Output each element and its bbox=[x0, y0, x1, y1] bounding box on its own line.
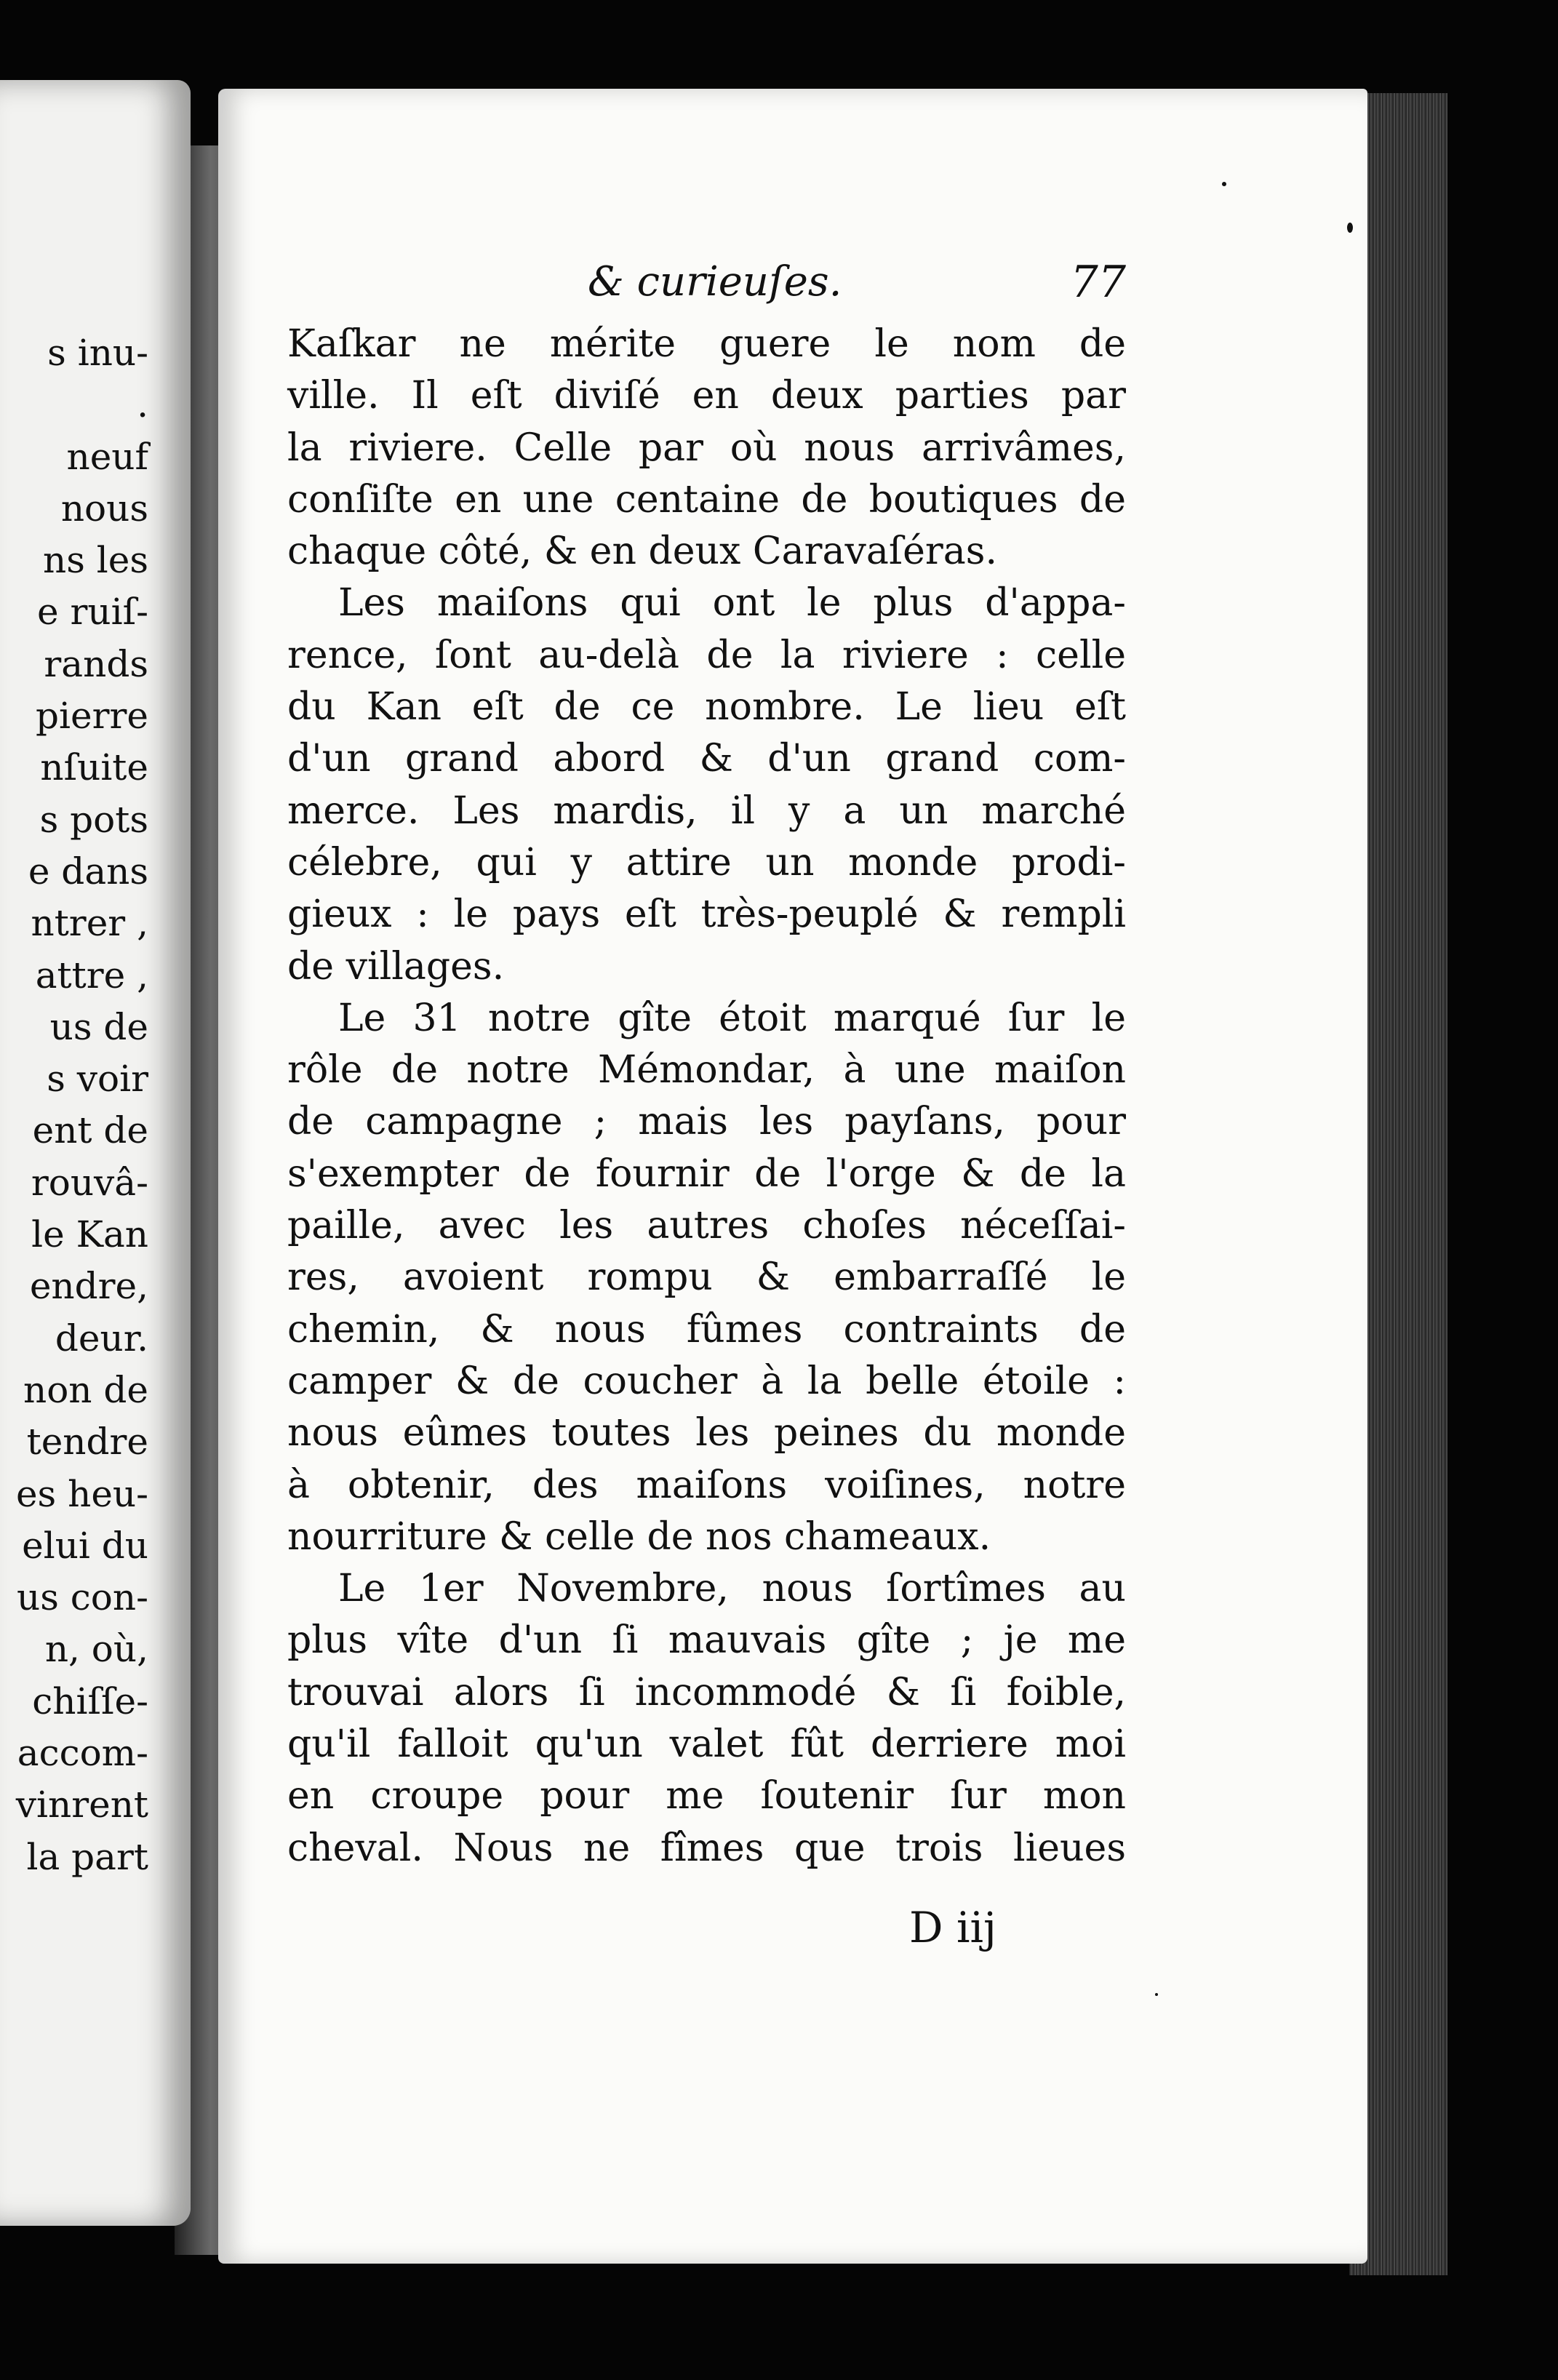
left-page-line: neuf bbox=[66, 435, 148, 478]
text-line: de campagne ; mais les payſans, pour bbox=[287, 1100, 1126, 1144]
ink-speck bbox=[1347, 223, 1353, 233]
left-page-line: ntrer , bbox=[31, 902, 148, 945]
text-line: la riviere. Celle par où nous arrivâmes, bbox=[287, 426, 1126, 470]
left-page-line: s voir bbox=[47, 1058, 148, 1101]
text-line: res, avoient rompu & embarraſſé le bbox=[287, 1255, 1126, 1300]
text-line: à obtenir, des maiſons voiſines, notre bbox=[287, 1463, 1126, 1507]
text-line: qu'il falloit qu'un valet fût derriere moi bbox=[287, 1722, 1126, 1767]
left-page-line: la part bbox=[26, 1835, 148, 1878]
left-page-line: es heu- bbox=[15, 1472, 148, 1515]
ink-speck bbox=[1222, 182, 1226, 186]
text-line: gieux : le pays eſt très-peuplé & rempli bbox=[287, 892, 1126, 937]
left-page-line: n, où, bbox=[44, 1628, 148, 1671]
left-page-line: rouvâ- bbox=[31, 1161, 148, 1204]
text-line: rence, ſont au-delà de la riviere : celle bbox=[287, 633, 1126, 677]
left-page-text bbox=[0, 327, 191, 1883]
left-page-line: pierre bbox=[36, 695, 148, 738]
page-number: 77 bbox=[1070, 257, 1126, 308]
left-page-line: nous bbox=[60, 487, 148, 530]
left-page-line: s inu- bbox=[47, 332, 148, 374]
text-line: de villages. bbox=[287, 944, 505, 989]
left-page-line: non de bbox=[23, 1368, 148, 1411]
text-line: chaque côté, & en deux Caravaſéras. bbox=[287, 530, 997, 574]
text-line: Kaſkar ne mérite guere le nom de bbox=[287, 322, 1126, 366]
left-page-line: ns les bbox=[43, 539, 148, 582]
text-line: d'un grand abord & d'un grand com- bbox=[287, 737, 1126, 781]
left-page-line: us de bbox=[49, 1005, 148, 1048]
left-page-line: ent de bbox=[32, 1109, 148, 1152]
left-page-line: deur. bbox=[55, 1317, 148, 1359]
ink-speck bbox=[1155, 1993, 1158, 1996]
text-line: s'exempter de fournir de l'orge & de la bbox=[287, 1151, 1126, 1196]
text-line: paille, avec les autres choſes néceſſai- bbox=[287, 1204, 1126, 1248]
text-line: conſiſte en une centaine de boutiques de bbox=[287, 477, 1126, 522]
running-title: & curieuſes. bbox=[588, 258, 842, 306]
text-line: rôle de notre Mémondar, à une maiſon bbox=[287, 1048, 1126, 1093]
left-page-line: e ruiſ- bbox=[37, 591, 148, 634]
text-line: nourriture & celle de nos chameaux. bbox=[287, 1514, 991, 1559]
text-line: plus vîte d'un ſi mauvais gîte ; je me bbox=[287, 1618, 1126, 1663]
text-line: merce. Les mardis, il y a un marché bbox=[287, 788, 1126, 833]
left-page-line: accom- bbox=[17, 1732, 148, 1775]
page-header bbox=[588, 253, 1126, 311]
left-page-line: le Kan bbox=[31, 1213, 148, 1256]
signature-mark: D iij bbox=[909, 1903, 997, 1952]
left-page-line: rands bbox=[44, 642, 148, 685]
text-line: cheval. Nous ne fîmes que trois lieues bbox=[287, 1826, 1126, 1870]
text-line: chemin, & nous fûmes contraints de bbox=[287, 1307, 1126, 1351]
left-page-line: elui du bbox=[22, 1524, 148, 1567]
left-page-line: nſuite bbox=[40, 746, 148, 789]
text-line: Les maiſons qui ont le plus d'appa- bbox=[338, 581, 1126, 626]
left-page-line: chiſſe- bbox=[32, 1680, 148, 1722]
left-page-line: tendre bbox=[26, 1421, 148, 1463]
left-page-line: . bbox=[137, 383, 148, 426]
left-page-line: vinrent bbox=[15, 1784, 148, 1826]
left-page-line: endre, bbox=[29, 1265, 148, 1308]
text-line: en croupe pour me ſoutenir ſur mon bbox=[287, 1774, 1126, 1818]
left-page-line: us con- bbox=[17, 1576, 148, 1619]
text-line: nous eûmes toutes les peines du monde bbox=[287, 1411, 1126, 1455]
left-page-line: e dans bbox=[28, 850, 148, 892]
body-text bbox=[287, 319, 1126, 1874]
text-line: trouvai alors ſi incommodé & ſi foible, bbox=[287, 1670, 1126, 1714]
left-page-line: attre , bbox=[35, 954, 148, 997]
left-facing-page bbox=[0, 80, 191, 2226]
text-line: célebre, qui y attire un monde prodi- bbox=[287, 840, 1126, 884]
text-line: Le 1er Novembre, nous ſortîmes au bbox=[338, 1567, 1126, 1611]
text-line: Le 31 notre gîte étoit marqué ſur le bbox=[338, 996, 1126, 1040]
text-line: du Kan eſt de ce nombre. Le lieu eſt bbox=[287, 685, 1126, 730]
text-line: ville. Il eſt diviſé en deux parties par bbox=[287, 374, 1126, 418]
text-line: camper & de coucher à la belle étoile : bbox=[287, 1359, 1126, 1403]
left-page-line: s pots bbox=[39, 798, 148, 841]
